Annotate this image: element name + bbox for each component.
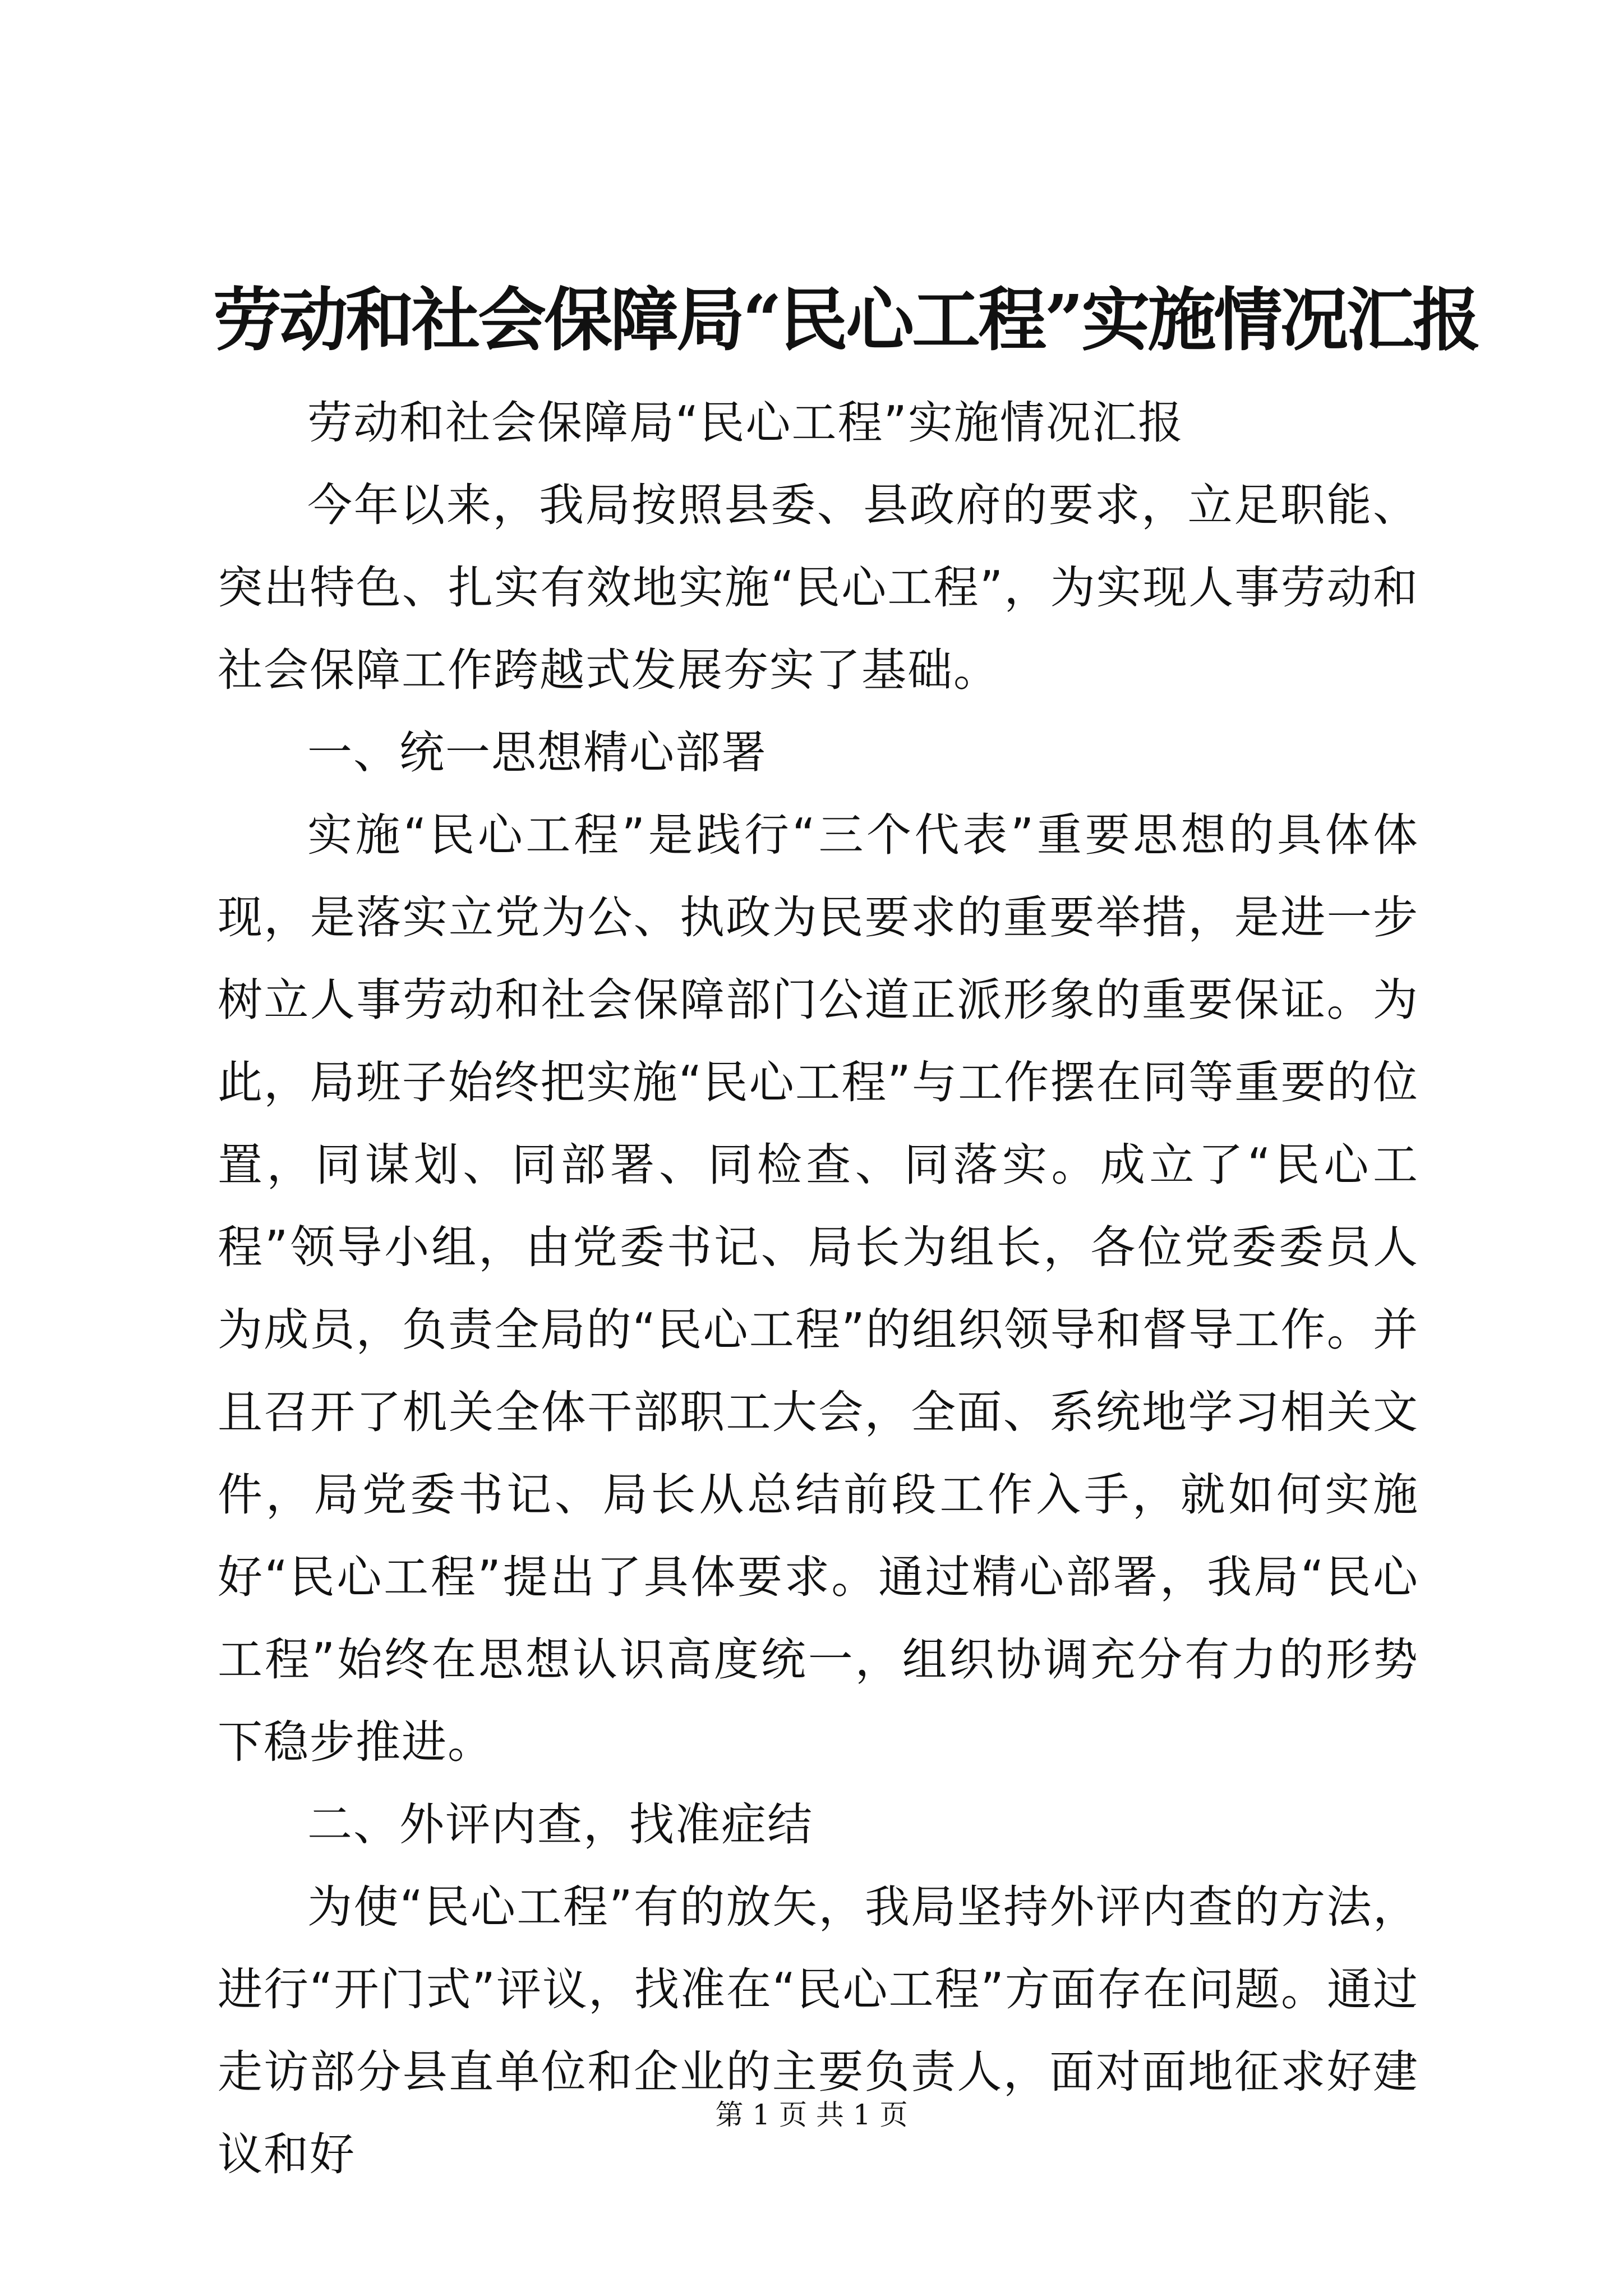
section-heading-2: 二、外评内查，找准症结	[307, 1798, 813, 1851]
subtitle-paragraph: 劳动和社会保障局“民心工程”实施情况汇报	[307, 397, 1184, 449]
body-paragraph: 实施“民心工程”是践行“三个代表”重要思想的具体体现，是落实立党为公、执政为民要求的重要举措，是进一步树立人事劳动和社会保障部门公道正派形象的重要保证。为此，局班子始终把实施“民心工程”与工作摆在同等重要的位置，同谋划、同部署、同检查、同落实。成立了“民心工程”领导小组，由党委书记、局长为组长，各位党委委员人为成员，负责全局的“民心工程”的组织领导和督导工作。并且召开了机关全体干部职工大会，全面、系统地学习相关文件，局党委书记、局长从总结前段工作入手，就如何实施好“民心工程”提出了具体要求。通过精心部署，我局“民心工程”始终在思想认识高度统一，组织协调充分有力的形势下稳步推进。	[218, 809, 1419, 1768]
page-number-footer: 第 1 页 共 1 页	[715, 2099, 908, 2131]
intro-paragraph: 今年以来，我局按照县委、县政府的要求，立足职能、突出特色、扎实有效地实施“民心工程”，为实现人事劳动和社会保障工作跨越式发展夯实了基础。	[218, 479, 1419, 696]
section-heading-1: 一、统一思想精心部署	[307, 726, 767, 779]
body-paragraph: 为使“民心工程”有的放矢，我局坚持外评内查的方法，进行“开门式”评议，找准在“民心工程”方面存在问题。通过走访部分县直单位和企业的主要负责人，面对面地征求好建议和好	[218, 1881, 1419, 2180]
document-title: 劳动和社会保障局“民心工程”实施情况汇报	[213, 279, 1479, 360]
document-body	[218, 381, 1419, 2196]
